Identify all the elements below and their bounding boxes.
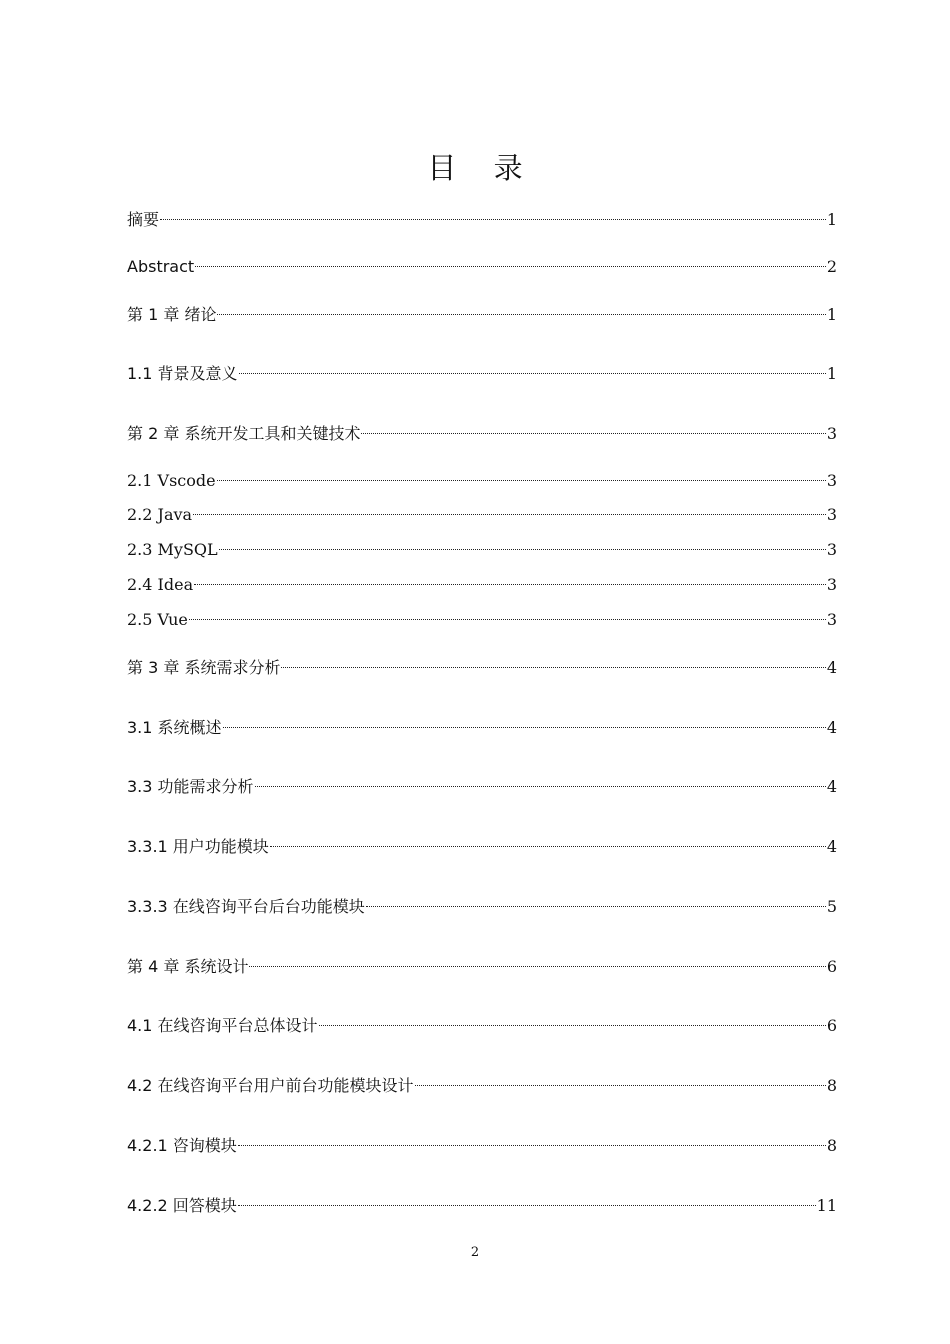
toc-entry-label: 第 4 章 系统设计 xyxy=(127,957,249,976)
toc-leader-dots xyxy=(238,1127,826,1151)
toc-entry-label: 第 2 章 系统开发工具和关键技术 xyxy=(127,424,361,443)
toc-leader-dots xyxy=(194,566,826,590)
toc-entry-section-2-4[interactable] xyxy=(127,566,837,594)
toc-entry-label: 1.1 背景及意义 xyxy=(127,364,238,383)
toc-entry-label: 4.2.1 咨询模块 xyxy=(127,1136,237,1155)
toc-entry-page: 8 xyxy=(826,1136,837,1155)
toc-title: 目 录 xyxy=(427,151,537,185)
toc-entry-page: 4 xyxy=(826,718,837,737)
toc-entry-page: 3 xyxy=(826,575,837,594)
toc-entry-page: 3 xyxy=(826,505,837,524)
toc-entry-page: 4 xyxy=(826,658,837,677)
toc-leader-dots xyxy=(219,531,826,555)
toc-leader-dots xyxy=(366,888,826,912)
toc-entry-section-2-2[interactable] xyxy=(127,496,837,524)
toc-leader-dots xyxy=(160,201,826,225)
toc-entry-chapter-1[interactable] xyxy=(127,296,837,324)
toc-entry-section-2-3[interactable] xyxy=(127,531,837,559)
toc-entry-label: Abstract xyxy=(127,257,195,276)
toc-entry-section-3-3[interactable] xyxy=(127,768,837,796)
toc-entry-label: 3.3 功能需求分析 xyxy=(127,777,254,796)
toc-entry-page: 6 xyxy=(826,957,837,976)
toc-entry-section-2-1[interactable] xyxy=(127,462,837,490)
toc-entry-page: 4 xyxy=(826,837,837,856)
toc-leader-dots xyxy=(217,462,826,486)
toc-entry-label: 第 3 章 系统需求分析 xyxy=(127,658,281,677)
toc-entry-label: 2.4 Idea xyxy=(127,575,194,594)
toc-leader-dots xyxy=(193,496,826,520)
toc-entry-page: 3 xyxy=(826,540,837,559)
toc-entry-page: 1 xyxy=(826,210,837,229)
toc-entry-section-4-2[interactable] xyxy=(127,1067,837,1095)
toc-entry-page: 5 xyxy=(826,897,837,916)
toc-leader-dots xyxy=(217,296,825,320)
toc-entry-page: 3 xyxy=(826,610,837,629)
toc-entry-section-4-2-2[interactable] xyxy=(127,1187,837,1215)
toc-entry-page: 6 xyxy=(826,1016,837,1035)
toc-entry-chapter-3[interactable] xyxy=(127,649,837,677)
toc-entry-label: 摘要 xyxy=(127,210,160,229)
toc-entry-label: 3.1 系统概述 xyxy=(127,718,222,737)
toc-entry-label: 3.3.3 在线咨询平台后台功能模块 xyxy=(127,897,365,916)
toc-entry-page: 1 xyxy=(826,364,837,383)
toc-entry-section-3-3-1[interactable] xyxy=(127,828,837,856)
toc-leader-dots xyxy=(270,828,826,852)
toc-leader-dots xyxy=(255,768,826,792)
toc-entry-label: 4.2 在线咨询平台用户前台功能模块设计 xyxy=(127,1076,414,1095)
toc-leader-dots xyxy=(238,1187,816,1211)
toc-leader-dots xyxy=(223,709,826,733)
footer-page-number: 2 xyxy=(470,1245,480,1260)
toc-leader-dots xyxy=(249,948,825,972)
toc-entry-section-2-5[interactable] xyxy=(127,601,837,629)
toc-entry-section-4-2-1[interactable] xyxy=(127,1127,837,1155)
toc-entry-chapter-2[interactable] xyxy=(127,415,837,443)
toc-leader-dots xyxy=(361,415,825,439)
toc-entry-section-1-1[interactable] xyxy=(127,355,837,383)
toc-leader-dots xyxy=(415,1067,826,1091)
toc-entry-section-3-1[interactable] xyxy=(127,709,837,737)
toc-entry-section-3-3-3[interactable] xyxy=(127,888,837,916)
toc-entry-page: 1 xyxy=(826,305,837,324)
toc-entry-label: 2.2 Java xyxy=(127,505,193,524)
toc-entry-page: 4 xyxy=(826,777,837,796)
toc-entry-chapter-4[interactable] xyxy=(127,948,837,976)
toc-entry-label: 3.3.1 用户功能模块 xyxy=(127,837,269,856)
toc-entry-label: 第 1 章 绪论 xyxy=(127,305,217,324)
toc-entry-page: 11 xyxy=(816,1196,837,1215)
toc-leader-dots xyxy=(189,601,826,625)
toc-leader-dots xyxy=(281,649,825,673)
toc-entry-label: 4.2.2 回答模块 xyxy=(127,1196,237,1215)
toc-entry-abstract-cn[interactable] xyxy=(127,201,837,229)
toc-leader-dots xyxy=(319,1007,826,1031)
toc-entry-page: 3 xyxy=(826,471,837,490)
toc-entry-page: 2 xyxy=(826,257,837,276)
toc-leader-dots xyxy=(195,248,826,272)
toc-entry-label: 2.5 Vue xyxy=(127,610,188,629)
toc-entry-page: 3 xyxy=(826,424,837,443)
toc-leader-dots xyxy=(239,355,826,379)
toc-entry-label: 4.1 在线咨询平台总体设计 xyxy=(127,1016,318,1035)
toc-entry-label: 2.3 MySQL xyxy=(127,540,218,559)
toc-entry-abstract-en[interactable] xyxy=(127,248,837,276)
toc-entry-section-4-1[interactable] xyxy=(127,1007,837,1035)
toc-entry-label: 2.1 Vscode xyxy=(127,471,216,490)
toc-entry-page: 8 xyxy=(826,1076,837,1095)
